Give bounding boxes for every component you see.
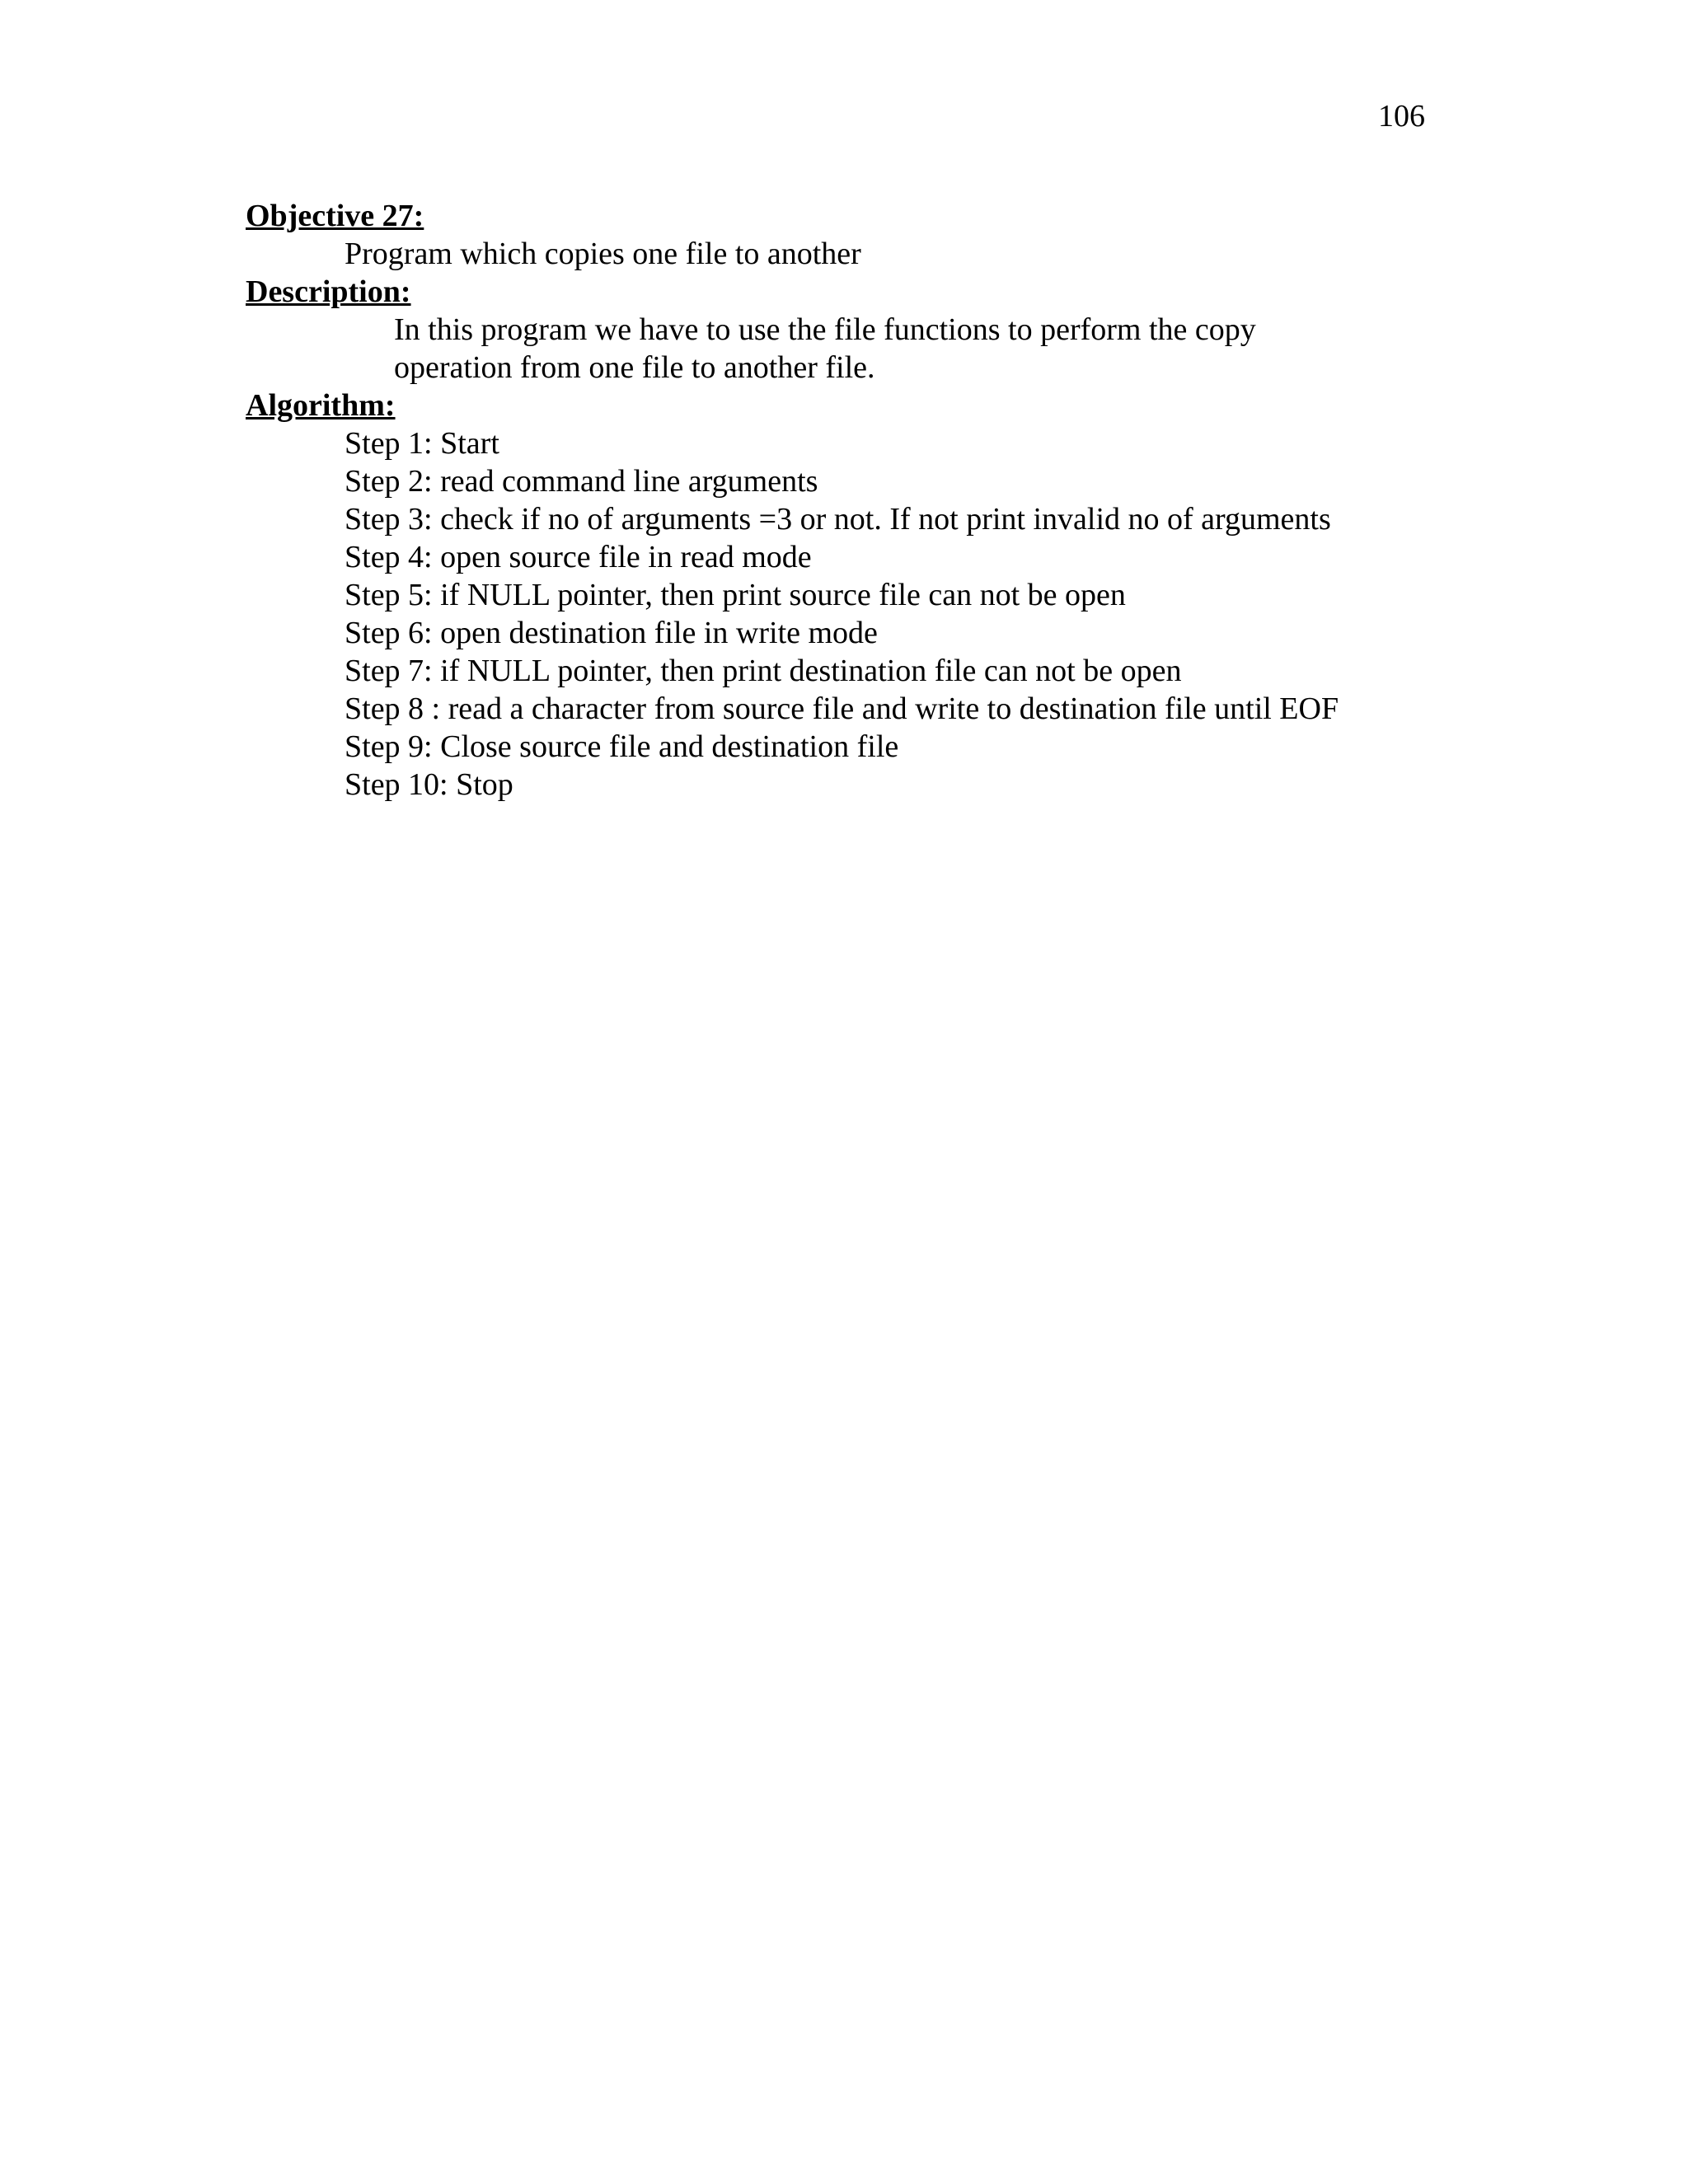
algorithm-step: Step 8 : read a character from source file and write to destination file until EOF [345, 691, 1339, 726]
algorithm-step: Step 3: check if no of arguments =3 or not. If not print invalid no of arguments [345, 502, 1331, 537]
objective-text: Program which copies one file to another [345, 237, 861, 271]
description-paragraph [246, 311, 1482, 387]
algorithm-heading: Algorithm: [246, 388, 396, 423]
algorithm-step: Step 2: read command line arguments [345, 464, 818, 499]
objective-heading: Objective 27: [246, 199, 424, 233]
description-line: operation from one file to another file. [394, 350, 875, 385]
description-line: In this program we have to use the file functions to perform the copy [394, 312, 1256, 347]
description-heading: Description: [246, 274, 411, 309]
algorithm-step: Step 10: Stop [345, 767, 513, 802]
algorithm-step: Step 6: open destination file in write mode [345, 616, 878, 650]
page-number: 106 [1378, 99, 1425, 134]
algorithm-steps [246, 424, 1482, 804]
algorithm-step: Step 9: Close source file and destination file [345, 729, 899, 764]
algorithm-step: Step 7: if NULL pointer, then print destination file can not be open [345, 654, 1182, 688]
algorithm-step: Step 4: open source file in read mode [345, 540, 812, 574]
algorithm-step: Step 5: if NULL pointer, then print source file can not be open [345, 578, 1126, 612]
document-body [246, 197, 1482, 804]
algorithm-step: Step 1: Start [345, 426, 499, 461]
